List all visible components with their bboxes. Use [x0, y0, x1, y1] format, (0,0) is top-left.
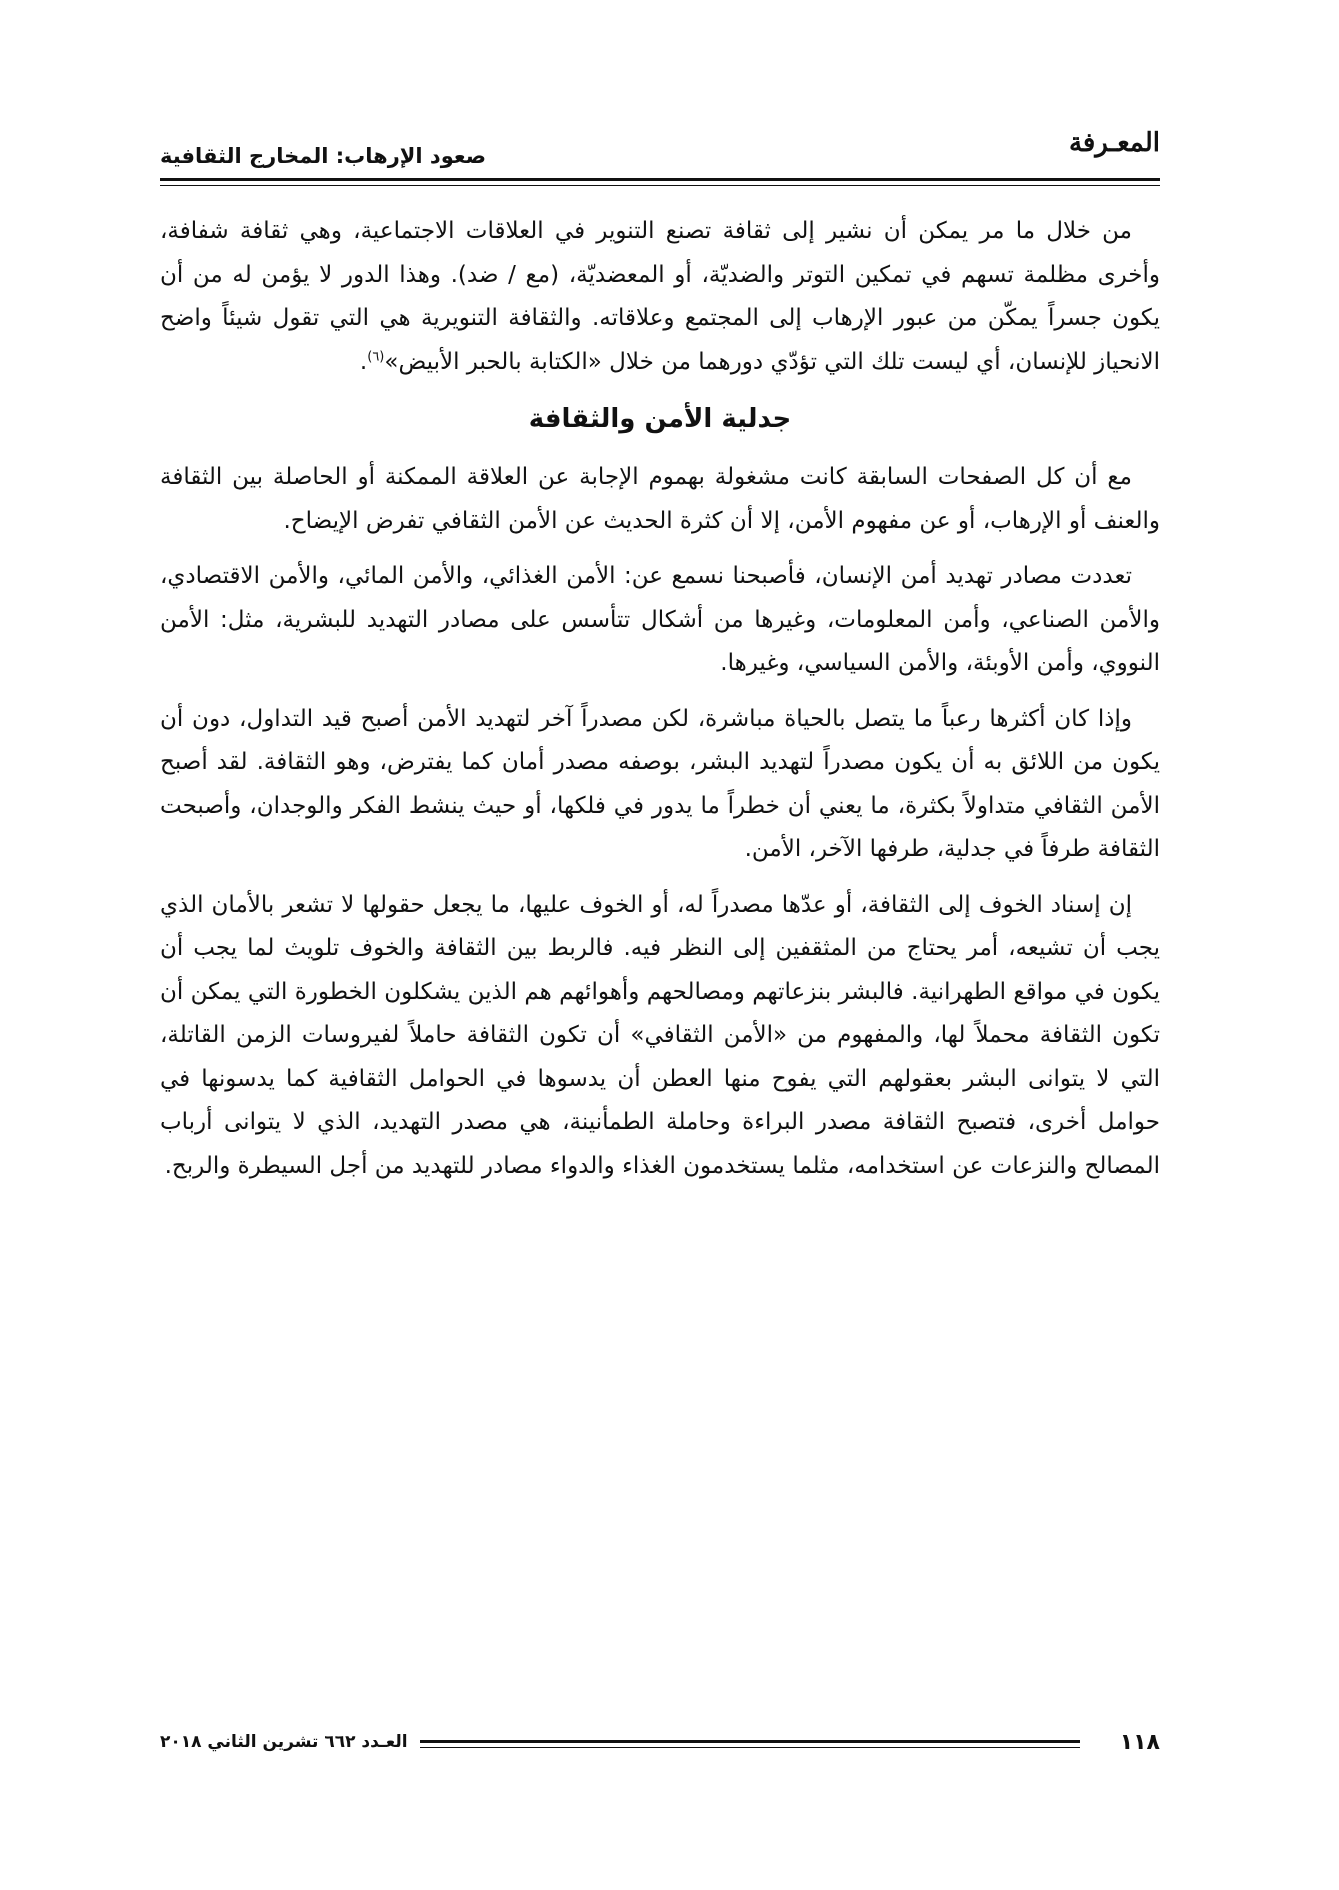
page-number: ١١٨: [1119, 1730, 1160, 1755]
section-heading: جدلية الأمن والثقافة: [528, 404, 792, 434]
issue-info: العـدد ٦٦٢ تشرين الثاني ٢٠١٨: [160, 1732, 408, 1752]
paragraph-3: تعددت مصادر تهديد أمن الإنسان، فأصبحنا نسمع عن: الأمن الغذائي، والأمن المائي، والأمن الاقتصادي، والأمن الصناعي، وأمن المعلومات، وغيرها من أشكال تتأسس على مصادر التهديد للبشرية، مثل: الأمن النووي، وأمن الأوبئة، والأمن السياسي، وغيرها.: [160, 563, 1160, 676]
paragraph-2: مع أن كل الصفحات السابقة كانت مشغولة بهموم الإجابة عن العلاقة الممكنة أو الحاصلة بين الثقافة والعنف أو الإرهاب، أو عن مفهوم الأمن، إلا أن كثرة الحديث عن الأمن الثقافي تفرض الإيضاح.: [160, 464, 1160, 534]
footer-rule-thin: [420, 1747, 1080, 1748]
paragraph-4: وإذا كان أكثرها رعباً ما يتصل بالحياة مباشرة، لكن مصدراً آخر لتهديد الأمن أصبح قيد التداول، دون أن يكون من اللائق به أن يكون مصدراً لتهديد البشر، بوصفه مصدر أمان كما يفترض، وهو الثقافة. لقد أصبح الأمن الثقافي متداولاً بكثرة، ما يعني أن خطراً ما يدور في فلكها، أو حيث ينشط الفكر والوجدان، وأصبحت الثقافة طرفاً في جدلية، طرفها الآخر، الأمن.: [160, 705, 1160, 862]
header-rule-thick: [160, 178, 1160, 181]
header-rule-thin: [160, 185, 1160, 186]
paragraph-5: إن إسناد الخوف إلى الثقافة، أو عدّها مصدراً له، أو الخوف عليها، ما يجعل حقولها لا تشعر بالأمان الذي يجب أن تشيعه، أمر يحتاج من المثقفين إلى النظر فيه. فالربط بين الثقافة والخوف تلويث لما يجب أن يكون في مواقع الطهرانية. فالبشر بنزعاتهم ومصالحهم وأهوائهم هم الذين يشكلون الخطورة التي يمكن أن تكون الثقافة محملاً لها، والمفهوم من «الأمن الثقافي» أن تكون الثقافة حاملاً لفيروسات الزمن القاتلة، التي لا يتوانى البشر بعقولهم التي يفوح منها العطن أن يدسوها في الحوامل الثقافية كما يدسونها في حوامل أخرى، فتصبح الثقافة مصدر البراءة وحاملة الطمأنينة، هي مصدر التهديد، الذي لا يتوانى أرباب المصالح والنزعات عن استخدامه، مثلما يستخدمون الغذاء والدواء مصادر للتهديد من أجل السيطرة والربح.: [160, 891, 1160, 1179]
footnote-ref: (٦): [367, 348, 385, 364]
paragraph-1-end: .: [359, 348, 368, 375]
paragraph-1: [160, 210, 1160, 384]
article-body: [160, 210, 1160, 1200]
page-footer: [160, 1730, 1160, 1760]
page-header: [160, 128, 1160, 176]
running-title: صعود الإرهاب: المخارج الثقافية: [160, 144, 487, 168]
footer-rule-thick: [420, 1740, 1080, 1743]
magazine-logo: المعـرفة: [1068, 128, 1160, 158]
paragraph-1-text: من خلال ما مر يمكن أن نشير إلى ثقافة تصنع التنوير في العلاقات الاجتماعية، وهي ثقافة شفافة، وأخرى مظلمة تسهم في تمكين التوتر والضديّة، أو المعضديّة، (مع / ضد). وهذا الدور لا يؤمن له من أن يكون جسراً يمكّن من عبور الإرهاب إلى المجتمع وعلاقاته. والثقافة التنويرية هي التي تقول شيئاً واضح الانحياز للإنسان، أي ليست تلك التي تؤدّي دورهما من خلال «الكتابة بالحبر الأبيض»: [160, 218, 1160, 375]
